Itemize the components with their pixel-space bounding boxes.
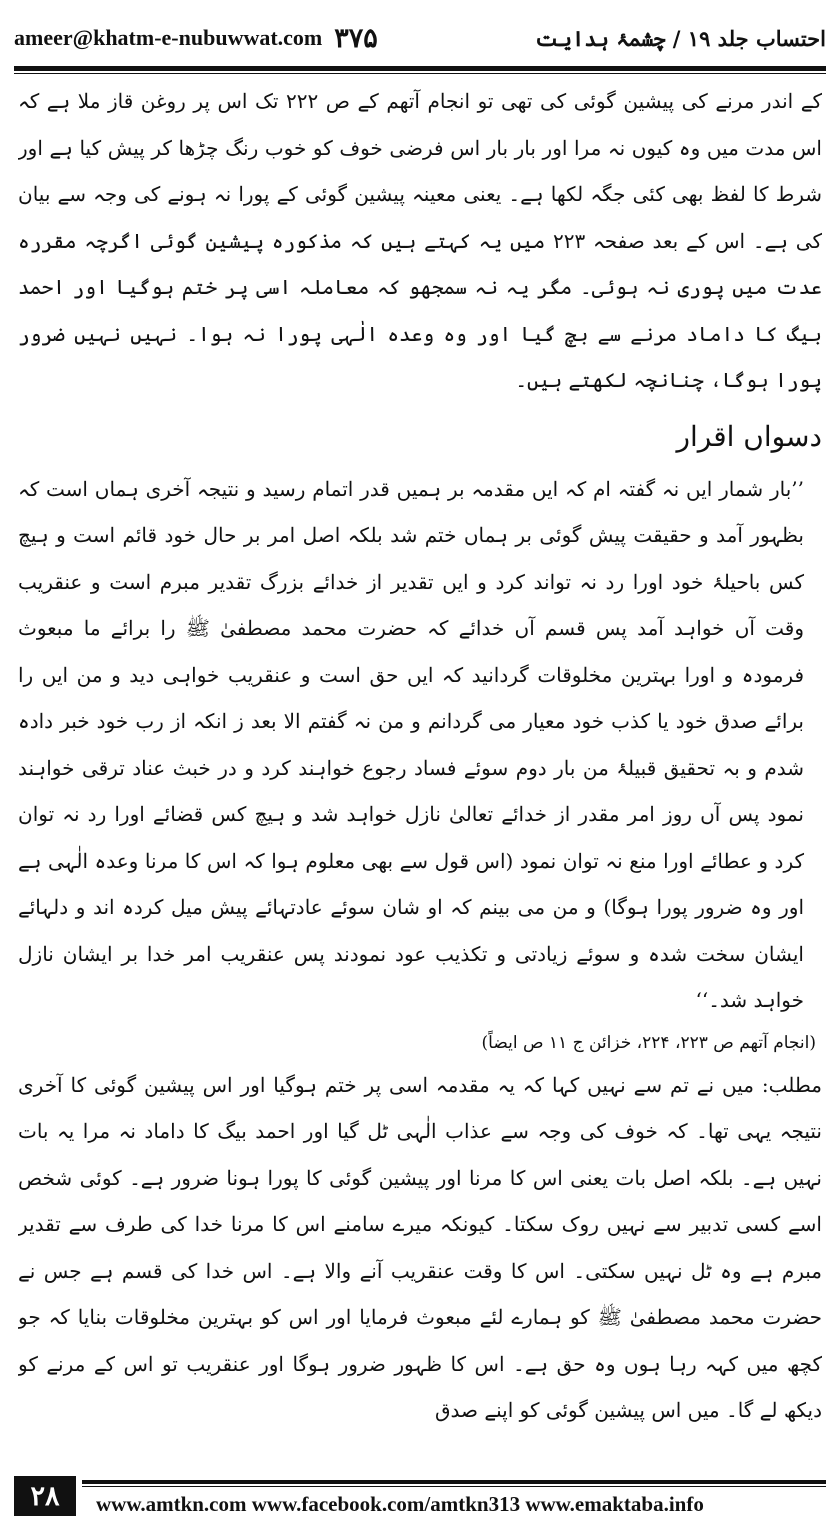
footer-rule-thin bbox=[82, 1486, 826, 1487]
header-left bbox=[14, 23, 378, 54]
page-footer bbox=[14, 1474, 826, 1530]
header-email[interactable]: ameer@khatm-e-nubuwwat.com bbox=[14, 25, 323, 50]
header-rule-thick bbox=[14, 66, 826, 71]
footer-page-number: ۲۸ bbox=[14, 1476, 76, 1516]
explanation-paragraph: مطلب: میں نے تم سے نہیں کہا کہ یہ مقدمہ اسی پر ختم ہوگیا اور اس پیشین گوئی کا آخری نتیجہ یہی تھا۔ کہ خوف کی وجہ سے عذاب الٰہی ٹل گیا اور احمد بیگ کا داماد نہ مرا یہ بات نہیں ہے۔ بلکہ اصل بات یعنی اس کا مرنا اور پیشین گوئی کا پورا ہونا ضرور ہے۔ کوئی شخص اسے کسی تدبیر سے نہیں روک سکتا۔ کیونکہ میرے سامنے اس کا مرنا خدا کی طرف سے تقدیر مبرم ہے وہ ٹل نہیں سکتی۔ اس کا وقت عنقریب آنے والا ہے۔ اس خدا کی قسم ہے جس نے حضرت محمد مصطفیٰ ﷺ کو ہمارے لئے مبعوث فرمایا اور اس کو بہترین مخلوقات بنایا کہ جو کچھ میں کہہ رہا ہوں وہ حق ہے۔ اس کا ظہور ضرور ہوگا اور عنقریب تو اس کے مرنے کو دیکھ لے گا۔ میں اس پیشین گوئی کو اپنے صدق bbox=[18, 1072, 822, 1422]
page-header bbox=[14, 10, 826, 66]
quote-reference: (انجام آتھم ص ۲۲۳، ۲۲۴، خزائن ج ۱۱ ص ایضاً) bbox=[481, 1032, 816, 1053]
opening-paragraph: کے اندر مرنے کی پیشین گوئی کی تھی تو انجام آتھم کے ص ۲۲۲ تک اس پر روغن قاز ملا ہے کہ اس مدت میں وہ کیوں نہ مرا اور بار بار اس فرضی خوف کو خوب رنگ چڑھا کر پیش کیا ہے اور شرط کا لفظ بھی کئی جگہ لکھا ہے۔ یعنی معینہ پیشین گوئی کے پورا نہ ہونے کی وجہ سے بیان کی ہے۔ اس کے بعد صفحہ ۲۲۳ میں یہ کہتے ہیں کہ مذکورہ پیشین گوئی اگرچہ مقررہ عدت میں پوری نہ ہوئی۔ مگر یہ نہ سمجھو کہ معاملہ اسی پر ختم ہوگیا اور احمد بیگ کا داماد مرنے سے بچ گیا اور وہ وعدہ الٰہی پورا نہ ہوا۔ نہیں نہیں ضرور پورا ہوگا، چنانچہ لکھتے ہیں۔ bbox=[18, 89, 822, 392]
footer-links[interactable]: www.amtkn.com www.facebook.com/amtkn313 www.emaktaba.info bbox=[96, 1492, 704, 1516]
page-body bbox=[18, 78, 822, 1464]
header-volume-title: احتساب جلد ۱۹ / چشمۂ ہدایت bbox=[535, 25, 826, 51]
footer-rule-thick bbox=[82, 1480, 826, 1484]
header-rule-thin bbox=[14, 73, 826, 74]
header-page-number: ۳۷۵ bbox=[334, 22, 378, 54]
persian-quote: ’’بار شمار ایں نہ گفتہ ام کہ ایں مقدمہ بر ہمیں قدر اتمام رسید و نتیجہ آخری ہماں است کہ بظہور آمد و حقیقت پیش گوئی بر ہماں ختم شد بلکہ اصل امر بر حال خود قائم است و ہیچ کس باحیلۂ خود اورا رد نہ تواند کرد و ایں تقدیر از خدائے بزرگ تقدیر مبرم است و عنقریب وقت آں خواہد آمد پس قسم آں خدائے کہ حضرت محمد مصطفیٰ ﷺ را برائے ما مبعوث فرمودہ و اورا بہترین مخلوقات گردانید کہ ایں حق است و عنقریب خواہی دید و من ایں را برائے صدق خود یا کذب خود معیار می گردانم و من نہ گفتم الا بعد ز انکہ از رب خود خبر دادہ شدم و بہ تحقیق قبیلۂ من بار دوم سوئے فساد رجوع خواہند کرد و در خبث عناد ترقی خواہند نمود پس آں روز امر مقدر از خدائے تعالیٰ نازل خواہد شد و ہیچ کس قضائے اورا رد نہ توان کرد و عطائے اورا منع نہ توان نمود (اس قول سے بھی معلوم ہوا کہ اس کا مرنا وعدہ الٰہی ہے اور وہ ضرور پورا ہوگا) و من می بینم کہ او شان سوئے عادتہائے پیش میل کردہ اند و دلہائے ایشان سخت شدہ و سوئے زیادتی و تکذیب عود نمودند پس عنقریب امر خدا بر ایشان نازل خواہد شد۔‘‘ bbox=[18, 476, 804, 1012]
section-heading: دسواں اقرار bbox=[676, 419, 822, 453]
